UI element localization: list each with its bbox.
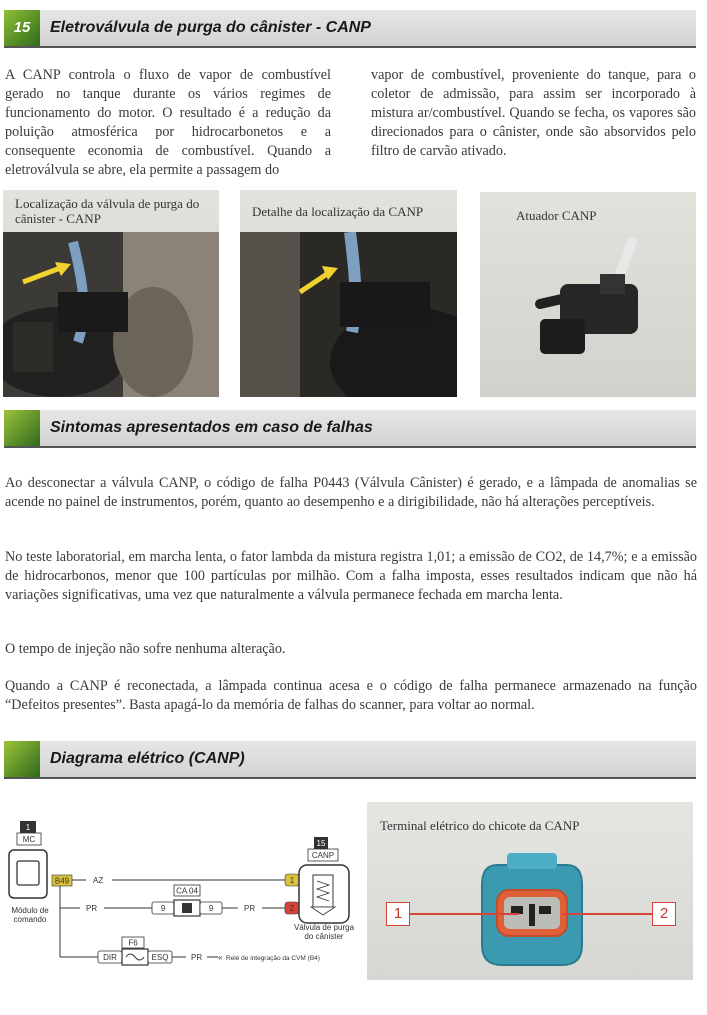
section-marker — [4, 741, 40, 777]
svg-text:do cânister: do cânister — [304, 932, 344, 941]
svg-text:Módulo de: Módulo de — [11, 906, 49, 915]
photo-caption-actuator: Atuador CANP — [516, 208, 597, 223]
terminal-pin-1-callout: 1 — [386, 902, 410, 926]
symptoms-paragraph-3: O tempo de injeção não sofre nenhuma alteração. — [5, 641, 286, 657]
symptoms-paragraph-1: Ao desconectar a válvula CANP, o código de falha P0443 (Válvula Cânister) é gerado, e a lâmpada de anomalias se acende no painel de instrumentos, porém, quanto ao desempenho e a dirigibilidade, não há alterações perceptíveis. — [5, 475, 697, 510]
terminal-caption: Terminal elétrico do chicote da CANP — [380, 818, 580, 833]
chip-icon — [17, 861, 39, 885]
section-marker — [4, 410, 40, 446]
svg-text:Válvula de purga: Válvula de purga — [293, 923, 355, 932]
svg-text:15: 15 — [316, 839, 326, 848]
svg-text:AZ: AZ — [93, 876, 104, 885]
svg-text:B49: B49 — [54, 876, 70, 886]
svg-text:DIR: DIR — [103, 953, 117, 962]
svg-text:ESQ: ESQ — [151, 953, 169, 962]
photo-actuator — [480, 234, 696, 397]
svg-text:PR: PR — [86, 904, 98, 913]
svg-text:2: 2 — [289, 904, 295, 913]
svg-text:9: 9 — [160, 904, 166, 913]
svg-text:1: 1 — [25, 823, 31, 832]
section-title: Diagrama elétrico (CANP) — [50, 750, 245, 767]
svg-text:MC: MC — [22, 835, 36, 844]
section-number-badge: 15 — [4, 10, 40, 46]
photo-engine-bay — [3, 232, 219, 397]
section-title: Eletroválvula de purga do cânister - CANP — [50, 19, 371, 36]
section-header-diagram — [4, 741, 696, 779]
arrow-icon: « — [218, 953, 223, 962]
section-title: Sintomas apresentados em caso de falhas — [50, 419, 373, 436]
section-header-canp — [4, 10, 696, 48]
svg-text:CANP: CANP — [311, 851, 335, 860]
svg-text:comando: comando — [13, 915, 47, 924]
svg-text:PR: PR — [244, 904, 256, 913]
photo-caption-detail: Detalhe da localização da CANP — [252, 204, 424, 219]
svg-text:F6: F6 — [128, 938, 138, 948]
terminal-connector-image — [477, 850, 587, 970]
photo-card-actuator — [480, 192, 696, 397]
svg-text:PR: PR — [191, 953, 203, 962]
section-header-symptoms — [4, 410, 696, 448]
intro-text-left: A CANP controla o fluxo de vapor de combustível gerado no tanque durante os vários regimes de funcionamento do motor. O resultado é a redução da poluição atmosférica por hidrocarbonetos e a consequente economia de combustível. Quando a eletroválvula se abre, ela permite a passagem do — [5, 67, 331, 178]
photo-card-location — [3, 190, 219, 397]
photo-detail — [240, 232, 457, 397]
terminal-pin-2-callout: 2 — [652, 902, 676, 926]
photo-card-detail — [240, 190, 457, 397]
symptoms-paragraph-4: Quando a CANP é reconectada, a lâmpada continua acesa e o código de falha permanece armazenado na função “Defeitos presentes”. Basta apagá-lo da memória de falhas do scanner, para voltar ao normal. — [5, 678, 697, 713]
terminal-panel — [367, 802, 693, 980]
svg-text:1: 1 — [289, 876, 295, 885]
intro-text-right: vapor de combustível, proveniente do tanque, para o coletor de admissão, para assim ser incorporado à mistura ar/combustível. Quando se fecha, os vapores são direcionados para o cânister, onde são absorvidos pelo filtro de carvão ativado. — [371, 67, 696, 159]
wiring-diagram — [0, 815, 365, 975]
symptoms-paragraph-2: No teste laboratorial, em marcha lenta, o fator lambda da mistura registra 1,01; a emissão de CO2, de 14,7%; e a emissão de hidrocarbonos, menor que 100 partículas por milhão. Com a falha imposta, esses resultados indicam que não há variações significativas, uma vez que naturalmente a válvula permanece fechada em marcha lenta. — [5, 549, 697, 603]
svg-text:CA 04: CA 04 — [176, 886, 198, 896]
photo-caption-location: Localização da válvula de purga do cânister - CANP — [15, 196, 200, 226]
svg-text:Relé de integração da CVM (B4): Relé de integração da CVM (B4) — [226, 955, 320, 962]
svg-text:9: 9 — [208, 904, 214, 913]
